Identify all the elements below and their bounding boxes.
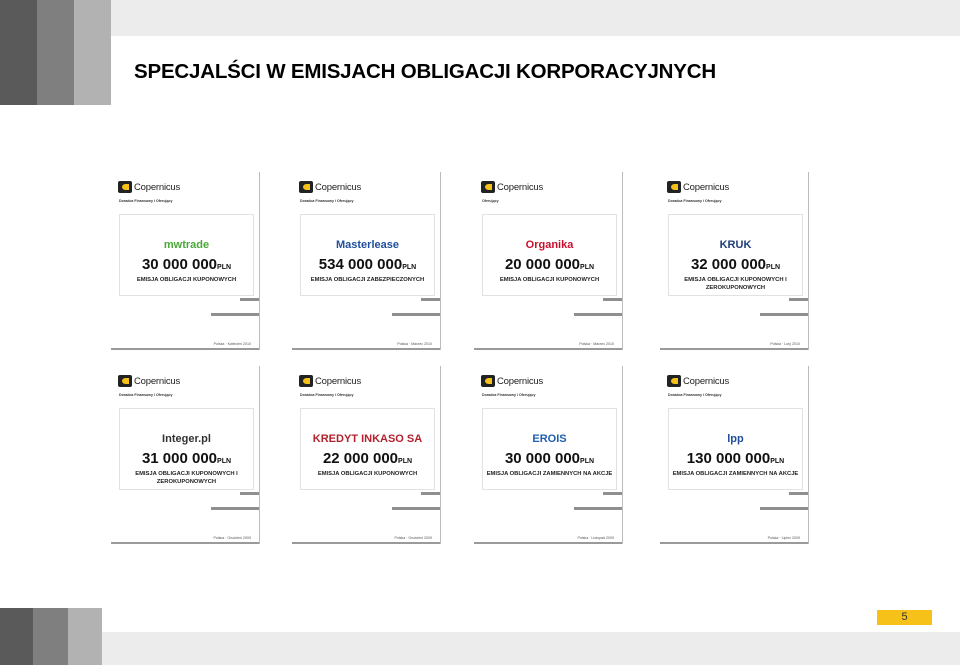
bottom-band [0,632,960,665]
brand-name: Copernicus [315,376,362,387]
decor-bar [421,298,440,301]
copernicus-logo-icon [481,375,495,387]
copernicus-logo-icon [118,375,132,387]
copernicus-logo-icon [481,181,495,193]
deal-amount [120,256,253,274]
top-square-light [74,0,111,105]
issue-type: EMISJA OBLIGACJI ZAMIENNYCH NA AKCJE [672,471,799,477]
deal-card [292,366,441,544]
issue-type: EMISJA OBLIGACJI KUPONOWYCH [499,277,600,283]
amount-value: 534 000 000 [318,256,403,273]
top-square-mid [37,0,74,105]
decor-bar [240,492,259,495]
deal-amount [301,450,434,468]
amount-unit: PLN [580,458,595,465]
deal-date: Polska · Lipiec 2009 [767,536,800,540]
decor-bar [789,298,808,301]
card-bottom-line [292,542,440,544]
amount-value: 31 000 000 [141,450,218,467]
advisor-role: Doradca Finansowy i Oferujący [119,199,173,203]
deal-box [300,408,435,490]
amount-unit: PLN [770,458,785,465]
amount-unit: PLN [766,264,781,271]
deal-date: Polska · Grudzień 2009 [394,536,432,540]
deal-date: Polska · Luty 2010 [770,342,800,346]
deal-box [119,408,254,490]
amount-value: 130 000 000 [686,450,771,467]
page-title: SPECJALŚCI W EMISJACH OBLIGACJI KORPORACYJNYCH [134,60,716,83]
advisor-role: Doradca Finansowy i Oferujący [668,199,722,203]
advisor-role: Doradca Finansowy i Oferujący [119,393,173,397]
brand-name: Copernicus [134,376,181,387]
deal-box [482,214,617,296]
decor-bar [240,298,259,301]
deal-box [482,408,617,490]
top-band [0,0,960,36]
client-logo: Organika [525,239,574,251]
deal-amount [669,256,802,274]
card-bottom-line [474,348,622,350]
issue-type: EMISJA OBLIGACJI ZABEZPIECZONYCH [310,277,425,283]
amount-value: 30 000 000 [504,450,581,467]
brand-name: Copernicus [134,182,181,193]
advisor-role: Doradca Finansowy i Oferujący [482,393,536,397]
amount-unit: PLN [398,458,413,465]
bottom-square-mid [33,608,68,665]
client-logo: EROIS [532,433,567,445]
copernicus-logo-icon [118,181,132,193]
card-bottom-line [660,348,808,350]
bottom-square-dark [0,608,33,665]
advisor-role: Oferujący [482,199,499,203]
deal-date: Polska · Marzec 2010 [397,342,432,346]
amount-unit: PLN [217,264,232,271]
deal-card [660,366,809,544]
decor-bar [574,507,622,510]
deal-card [474,172,623,350]
decor-bar [574,313,622,316]
brand-name: Copernicus [315,182,362,193]
decor-bar [789,492,808,495]
deal-amount [483,450,616,468]
brand-name: Copernicus [497,376,544,387]
top-square-dark [0,0,37,105]
deal-amount [301,256,434,274]
amount-unit: PLN [402,264,417,271]
deal-box [668,214,803,296]
issue-type: EMISJA OBLIGACJI KUPONOWYCH I ZEROKUPONOWYCH [135,471,238,485]
deal-card [660,172,809,350]
decor-bar [392,313,440,316]
amount-value: 32 000 000 [690,256,767,273]
bottom-square-light [68,608,102,665]
deal-box [119,214,254,296]
page-number: 5 [877,610,932,625]
deal-card [111,366,260,544]
client-logo: Masterlease [336,239,399,251]
decor-bar [211,507,259,510]
decor-bar [211,313,259,316]
issue-type: EMISJA OBLIGACJI KUPONOWYCH [136,277,237,283]
card-bottom-line [292,348,440,350]
card-bottom-line [474,542,622,544]
decor-bar [421,492,440,495]
issue-type: EMISJA OBLIGACJI ZAMIENNYCH NA AKCJE [486,471,613,477]
card-bottom-line [111,348,259,350]
client-logo: KREDYT INKASO SA [312,433,423,445]
amount-value: 20 000 000 [504,256,581,273]
amount-value: 22 000 000 [322,450,399,467]
copernicus-logo-icon [667,375,681,387]
issue-type: EMISJA OBLIGACJI KUPONOWYCH I ZEROKUPONOWYCH [684,277,787,291]
copernicus-logo-icon [299,181,313,193]
amount-value: 30 000 000 [141,256,218,273]
decor-bar [760,507,808,510]
card-bottom-line [111,542,259,544]
deal-amount [120,450,253,468]
client-logo: lpp [727,433,744,445]
client-logo: Integer.pl [162,433,211,445]
client-logo: KRUK [719,239,752,251]
client-logo: mwtrade [163,239,210,251]
deal-amount [483,256,616,274]
amount-unit: PLN [217,458,232,465]
brand-name: Copernicus [497,182,544,193]
decor-bar [603,298,622,301]
deal-card [292,172,441,350]
copernicus-logo-icon [299,375,313,387]
advisor-role: Doradca Finansowy i Oferujący [300,393,354,397]
deal-box [300,214,435,296]
brand-name: Copernicus [683,182,730,193]
advisor-role: Doradca Finansowy i Oferujący [668,393,722,397]
decor-bar [603,492,622,495]
decor-bar [392,507,440,510]
deal-date: Polska · Kwiecień 2010 [213,342,251,346]
deal-card [111,172,260,350]
advisor-role: Doradca Finansowy i Oferujący [300,199,354,203]
brand-name: Copernicus [683,376,730,387]
amount-unit: PLN [580,264,595,271]
deal-date: Polska · Grudzień 2009 [213,536,251,540]
deal-card [474,366,623,544]
card-bottom-line [660,542,808,544]
deal-amount [669,450,802,468]
issue-type: EMISJA OBLIGACJI KUPONOWYCH [317,471,418,477]
decor-bar [760,313,808,316]
deal-box [668,408,803,490]
deal-date: Polska · Marzec 2010 [579,342,614,346]
deal-date: Polska · Listopad 2009 [577,536,614,540]
copernicus-logo-icon [667,181,681,193]
